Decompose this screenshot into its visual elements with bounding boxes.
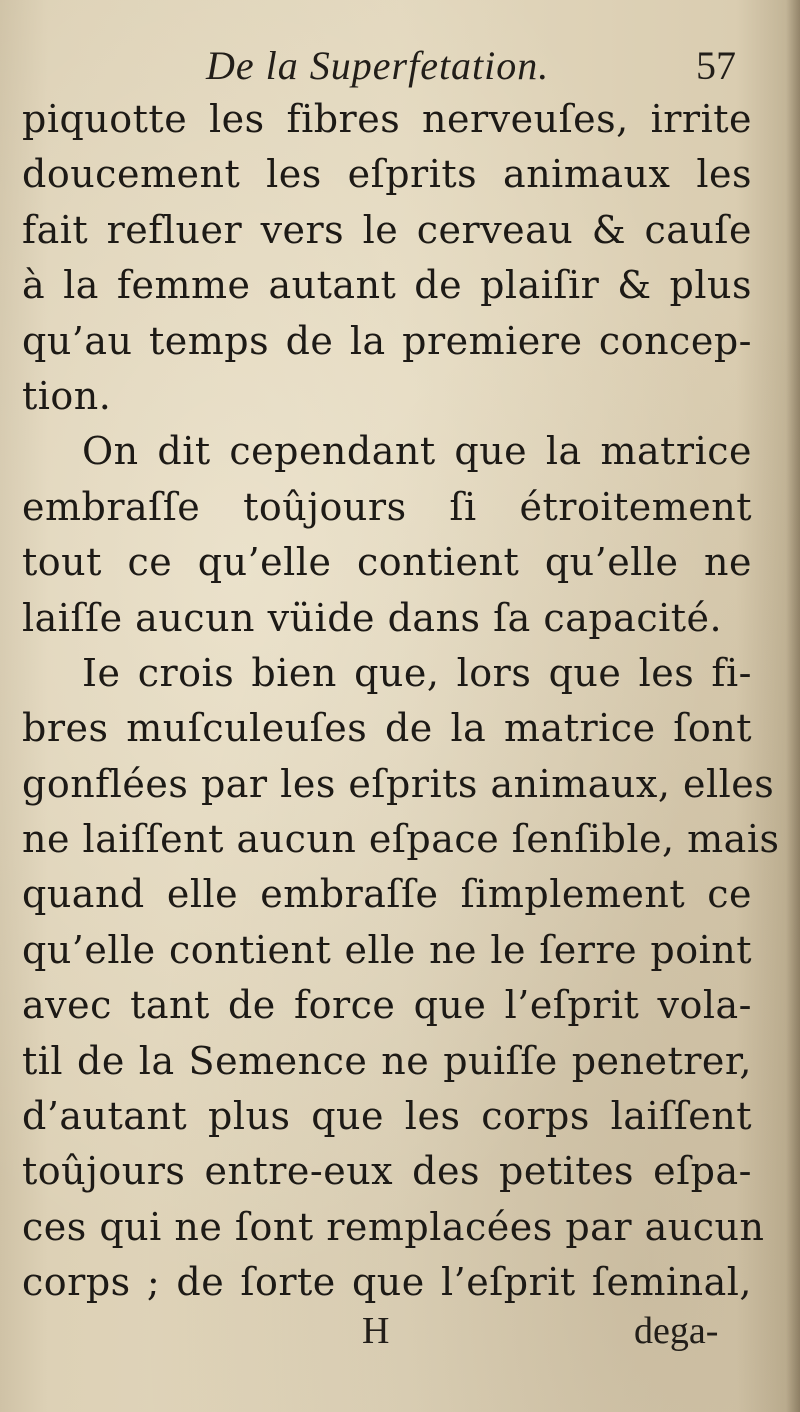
running-title: De la Superfetation. [206,43,550,88]
text-line: toûjours entre-eux des petites eſpa- [22,1149,752,1194]
paragraph-start-line: On dit cependant que la matrice [82,429,752,474]
text-line: til de la Semence ne puiſſe penetrer, [22,1038,752,1083]
page-header [0,38,800,98]
text-line: bres muſculeuſes de la matrice ſont [22,706,752,751]
signature-mark: H [362,1310,390,1352]
text-line: d’autant plus que les corps laiſſent [22,1094,752,1139]
text-line: piquotte les fibres nerveuſes, irrite [22,97,752,141]
catchword: dega- [634,1310,719,1352]
text-line: tout ce qu’elle contient qu’elle ne [22,540,752,585]
text-line: embraſſe toûjours ſi étroitement [22,484,752,529]
text-line: à la femme autant de plaiſir & plus [22,263,752,308]
text-line: ces qui ne ſont remplacées par aucun [22,1204,765,1249]
text-line: laiſſe aucun vüide dans ſa capacité. [22,595,723,640]
text-line: corps ; de ſorte que l’eſprit ſeminal, [22,1260,752,1305]
text-line: fait refluer vers le cerveau & cauſe [22,207,752,252]
text-line: tion. [22,373,112,418]
paragraph-start-line: Ie crois bien que, lors que les fi- [82,650,752,695]
text-line: gonflées par les eſprits animaux, elles [22,761,775,806]
text-line: qu’elle contient elle ne le ſerre point [22,927,752,972]
text-line: quand elle embraſſe ſimplement ce [22,872,752,917]
text-line: qu’au temps de la premiere concep- [22,318,752,363]
page-edge-shadow [786,0,800,1412]
text-line: avec tant de force que l’eſprit vola- [22,983,752,1028]
text-line: ne laiſſent aucun eſpace ſenſible, mais [22,817,780,862]
page-number: 57 [696,43,736,88]
page-footer [0,1295,800,1355]
text-line: doucement les eſprits animaux les [22,152,752,197]
body-text [22,92,780,1311]
